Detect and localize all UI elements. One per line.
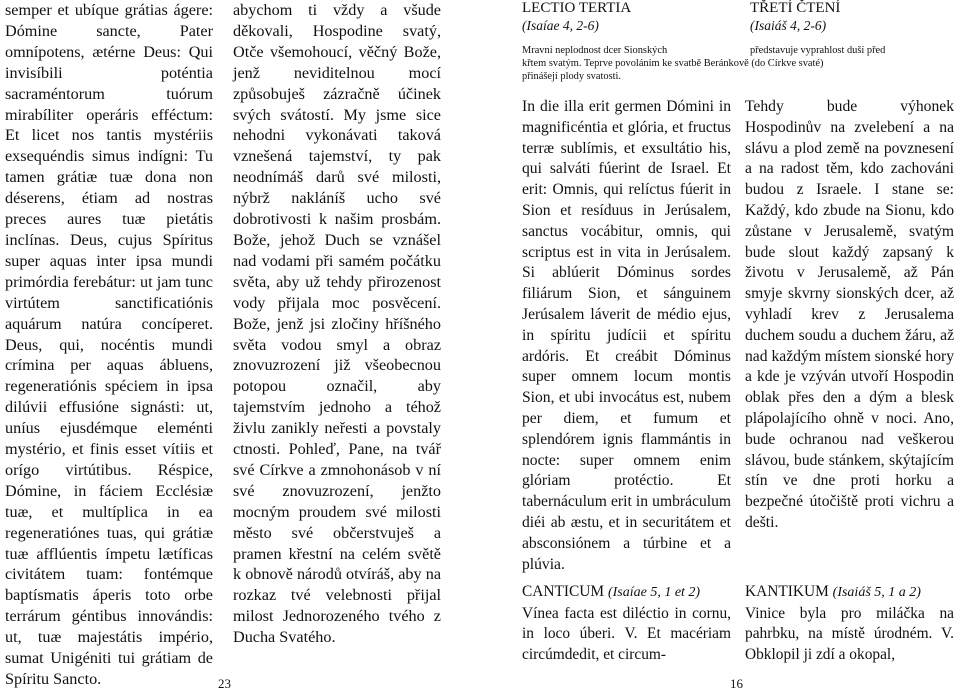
page-number-right: 16 xyxy=(730,676,743,691)
latin-prayer-column xyxy=(5,0,213,690)
summary-line xyxy=(522,44,959,57)
canticum-latin-text: Vínea facta est diléctio in cornu, in loco úberi. V. Et macériam circúmdedit, et circum- xyxy=(522,604,731,663)
lectio-heading xyxy=(522,0,631,34)
latin-prayer-text: semper et ubíque grátias ágere: Dómine sancte, Pater omnípotens, ætérne Deus: Qui invisíbili poténtia sacraméntorum tuórum mirabíliter operáris efféctum: Et licet nos tantis mystériis exsequéndis simus indígni: Tu tamen grátiæ tuæ dona non déserens, étiam ad nostras preces aures tuæ pietátis inclínas. Deus, cujus Spíritus super aquas inter ipsa mundi primórdia ferebátur: ut jam tunc virtútem sanctificatiónis aquárum natúra concíperet. Deus, qui, nocéntis mundi crímina per aquas ábluens, regeneratiónis spéciem in ipsa dilúvii effusióne signásti: ut, uníus ejusdémque eleménti mystério, et finis esset vítiis et orígo virtútibus. Réspice, Dómine, in fáciem Ecclésiæ tuæ, et multíplica in ea regeneratiónes tuas, qui grátiæ tuæ afflúentis ímpetu lætíficas civitátem tuam: fontémque baptísmatis áperis toto orbe terrárum géntibus innovándis: ut, tuæ majestátis império, sumat Unigéniti tui grátiam de Spíritu Sancto. xyxy=(5,1,213,688)
canticum-czech xyxy=(745,582,954,665)
canticum-latin-heading xyxy=(522,582,731,604)
canticum-czech-heading xyxy=(745,582,954,604)
page-number-left: 23 xyxy=(218,676,231,691)
canticum-czech-reference: (Isaiáš 5, 1 a 2) xyxy=(832,585,921,600)
canticum-latin-reference: (Isaíae 5, 1 et 2) xyxy=(607,585,701,600)
canticum-latin-title: CANTICUM xyxy=(522,583,605,600)
cteni-title: TŘETÍ ČTENÍ xyxy=(750,0,841,16)
czech-prayer-text: abychom ti vždy a všude děkovali, Hospodine svatý, Otče všemohoucí, věčný Bože, jenž neviditelnou mocí způsobuješ zázračně účinek svých svátostí. My jsme sice nehodni vykonávati taková vznešená tajemství, ty pak neodnímáš darů své milosti, nýbrž nakláníš ucho své dobrotivosti k našim prosbám. Bože, jehož Duch se vznášel nad vodami při samém počátku světa, aby už tehdy přirozenost vody přijala moc posvěcení. Bože, jenž jsi zločiny hříšného světa vodou smyl a obraz znovuzrození již všeobecnou potopou označil, aby tajemstvím jednoho a téhož živlu zanikly neřesti a povstaly ctnosti. Pohleď, Pane, na tvář své Církve a zmnohonásob v ní své znovuzrození, jenžto mocným proudem své milosti město své občerstvuješ a pramen křestní na celém světě k obnově národů otvíráš, aby na rozkaz tvé velebnosti přijal milost Jednorozeného tvého z Ducha Svatého. xyxy=(233,1,441,647)
cteni-reference: (Isaiáš 4, 2-6) xyxy=(750,18,827,33)
cteni-heading xyxy=(750,0,840,34)
czech-prayer-column xyxy=(233,0,441,648)
canticum-czech-title: KANTIKUM xyxy=(745,583,829,600)
czech-reading: Tehdy bude výhonek Hospodinův na zvelebení a na slávu a plod země na povznesení a na radost těm, kdo zachováni budou z Israele. I stane se: Každý, kdo zbude na Sionu, kdo zůstane v Jerusalemě, svatým bude slout každý zapsaný k životu v Jerusalemě, až Pán smyje skvrny sionských dcer, až vyhladí krev z Jerusalema duchem soudu a duchem žáru, až nad každým místem sionské hory a kde je vzýván utvoří Hospodin oblak přes den a dým a blesk plápolajícího ohně v noci. Ano, bude ochranou nad veškerou slávou, bude stánkem, skýtajícím stín ve dne proti horku a bezpečné útočiště proti vichru a dešti. xyxy=(745,98,954,531)
summary-line-part: představuje vyprahlost duší před xyxy=(750,45,886,56)
canticum-czech-text: Vinice byla pro miláčka na pahrbku, na místě úrodném. V. Obklopil ji zdí a okopal, xyxy=(745,604,954,663)
summary-line xyxy=(522,57,959,70)
canticum-latin xyxy=(522,582,731,665)
right-page xyxy=(505,0,959,691)
summary-line-part: přinášejí plody svatosti. xyxy=(522,71,621,82)
summary-line-part: Mravní neplodnost dcer Sionských xyxy=(522,45,668,56)
reading-summary xyxy=(522,44,959,83)
summary-line-part: křtem svatým. Teprve povoláním ke svatbě Beránkově (do Církve svaté) xyxy=(522,58,824,69)
latin-reading: In die illa erit germen Dómini in magnificéntia et glória, et fructus terræ sublímis, et exsultátio his, qui salváti fúerint de Israel. Et erit: Omnis, qui relíctus fúerit in Sion et resíduus in Jerúsalem, sanctus vocábitur, omnis, qui scriptus est in vita in Jerúsalem. Si ablúerit Dóminus sordes filiárum Sion, et sánguinem Jerúsalem láverit de médio ejus, in spíritu judícii et spíritu ardóris. Et creábit Dóminus super omnem locum montis Sion, et ubi invocátus est, nubem per diem, et fumum et splendórem ignis flammántis in nocte: super omnem enim glóriam protéctio. Et tabernáculum erit in umbráculum diéi ab æstu, et in securitátem et absconsiónem a túrbine et a plúvia. xyxy=(522,98,731,573)
summary-line xyxy=(522,70,959,83)
left-page xyxy=(0,0,470,691)
lectio-title: LECTIO TERTIA xyxy=(522,0,632,16)
lectio-reference: (Isaíae 4, 2-6) xyxy=(522,18,599,33)
